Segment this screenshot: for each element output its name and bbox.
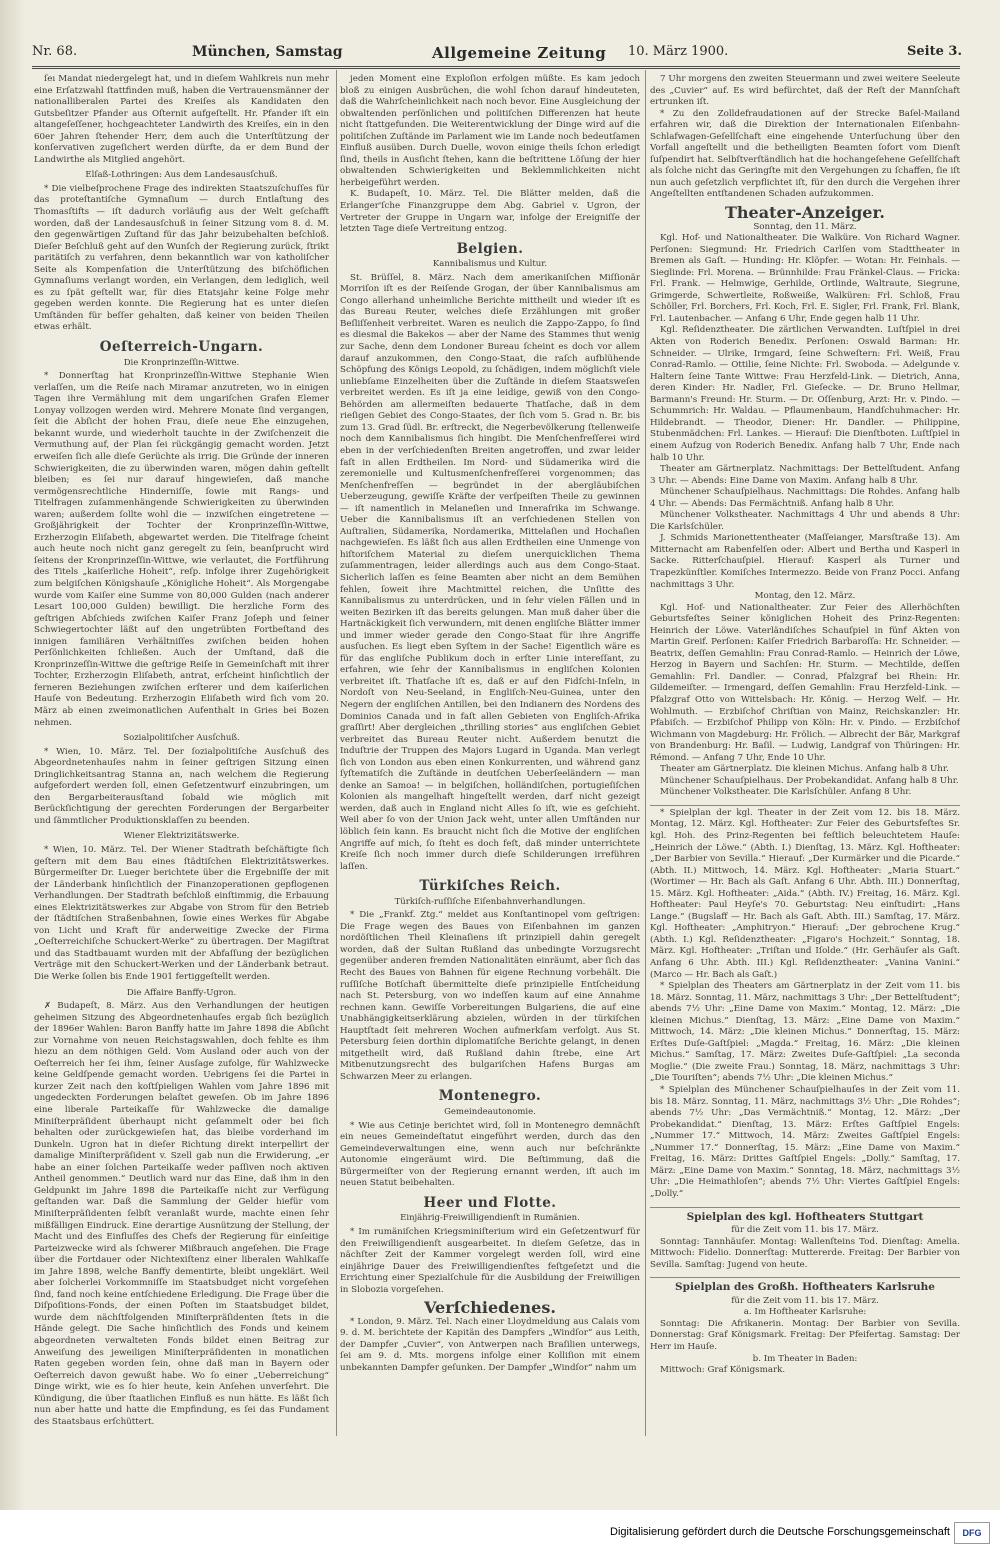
centered-line: Sonntag, den 11. März. [753,221,857,232]
article-paragraph: * Wie aus Cetinje berichtet wird, ſoll in Montenegro demnächſt ein neues Gemeindeſtatut eingeführt werden, durch das den Gemeindeverwaltungen eine, wenn auch nur beſchränkte Autonomie eingeräumt wird. Die Beſtimmung, daß die Bürgermeiſter von der Regierung ernannt werden, iſt auch im neuen Statut beibehalten. [340,1120,640,1189]
dfg-logo: DFG [954,1522,990,1544]
issue-number: Nr. 68. [32,44,78,59]
article-paragraph: Münchener Schauſpielhaus. Der Probekandidat. Anfang halb 8 Uhr. [660,775,959,786]
section-subheading: Elſaß-Lothringen: Aus dem Landesausſchuß. [85,170,278,181]
page-header [32,40,962,66]
section-subheading: Die Affaire Banffy-Ugron. [126,987,237,998]
article-paragraph: * London, 9. März. Tel. Nach einer Lloydmeldung aus Calais vom 9. d. M. berichtete der Kapitän des Dampfers „Windſor“ aus Leith, der Dampfer „Cuvier“, von Antwerpen nach Braſilien unterwegs, ſei am 9. d. Mts. morgens infolge einer Kolliſion mit einem unbekannten Dampfer geſunken. Der Dampfer „Windſor“ nahm um [340,1316,640,1373]
place-and-day: München, Samstag [192,44,343,60]
article-paragraph: * Wien, 10. März. Tel. Der ſozialpolitiſche Ausſchuß des Abgeordnetenhauſes nahm in ſeiner geſtrigen Sitzung einen Dringlichkeitsantrag Stanna an, nach welchem die Regierung aufgefordert werden ſoll, einen Geſetzentwurf einzubringen, um den Bergarbeiterausſtand ſobald wie möglich mit Berückſichtigung der gerechten Forderungen der Bergarbeiter und ſämmtlicher Produktionsklaſſen zu beenden. [34,746,329,826]
centered-line: b. Im Theater in Baden: [752,1353,858,1364]
header-rule [32,66,960,67]
article-paragraph: Münchener Volkstheater. Die Karlsſchüler. Anfang 8 Uhr. [660,787,912,798]
article-paragraph: Sonntag: Die Afrikanerin. Montag: Der Barbier von Sevilla. Donnerstag: Graf Königsmark. Freitag: Der Pfeifertag. Samstag: Der Herr im Hauſe. [650,1318,960,1352]
column-divider [336,70,337,1436]
article-paragraph: * Die vielbeſprochene Frage des indirekten Staatszuſchuſſes für das proteſtantiſche Gymnaſium — durch Entlaſtung des Thomasſtifts — iſt dadurch vorläufig aus der Welt geſchafft worden, daß der Landesausſchuß in ſeiner Sitzung vom 8. d. M. den gegenwärtigen Zuſtand für das Jahr beizubehalten beſchloß. Dieſer Beſchluß geht auf den Wunſch der Regierung zurück, ſtrikt paritätiſch zu verfahren, denn bekanntlich war von katholiſcher Seite als Kompenſation die Unterſtützung des biſchöflichen Gymnaſiums verlangt worden, ein Verlangen, dem lediglich, weil es zu ſpät geſtellt war, für dies Etatsjahr keine Folge mehr gegeben werden konnte. Die Regierung hat es unter dieſen Umſtänden für beſſer gehalten, daß keiner von beiden Theilen etwas erhält. [34,183,329,333]
centered-line: für die Zeit vom 11. bis 17. März. [731,1295,879,1306]
issue-date: 10. März 1900. [628,44,729,59]
centered-line: für die Zeit vom 11. bis 17. März. [731,1225,879,1236]
section-heading: Türkiſches Reich. [419,878,561,895]
schedule-heading: Spielplan des kgl. Hoftheaters Stuttgart [650,1207,960,1224]
article-paragraph: Theater am Gärtnerplatz. Die kleinen Michus. Anfang halb 8 Uhr. [660,764,949,775]
newspaper-title: Allgemeine Zeitung [432,44,607,62]
article-paragraph: * Spielplan des Theaters am Gärtnerplatz in der Zeit vom 11. bis 18. März. Sonntag, 11. März, nachmittags 3 Uhr: „Der Bettelſtudent“; abends 7½ Uhr: „Eine Dame von Maxim.“ Montag, 12. März: „Die kleinen Michus.“ Dienſtag, 13. März: „Eine Dame von Maxim.“ Mittwoch, 14. März: „Die kleinen Michus.“ Donnerſtag, 15. März: Erſtes Duſe-Gaſtſpiel: „Magda.“ Freitag, 16. März: „Die kleinen Michus.“ Samſtag, 17. März: Zweites Duſe-Gaſtſpiel: „La seconda Moglie.“ (Die zweite Frau.) Sonntag, 18. März, nachmittags 3 Uhr: „Die Touriſten“; abends 7½ Uhr: „Die kleinen Michus.“ [650,981,960,1084]
schedule-heading: Spielplan des Großh. Hoftheaters Karlsruhe [650,1277,960,1294]
section-subheading: Sozialpolitiſcher Ausſchuß. [123,733,240,744]
section-heading: Montenegro. [438,1088,542,1105]
centered-line: a. Im Hoftheater Karlsruhe: [743,1307,867,1318]
article-paragraph: Theater am Gärtnerplatz. Nachmittags: Der Bettelſtudent. Anfang 3 Uhr. — Abends: Eine Dame von Maxim. Anfang halb 8 Uhr. [650,464,960,486]
divider-rule [650,805,960,806]
section-heading: Theater-Anzeiger. [724,203,885,223]
article-paragraph: Kgl. Hof- und Nationaltheater. Die Walküre. Von Richard Wagner. Perſonen: Siegmund: Hr. Friedrich Carlſen vom Stadttheater in Bremen als Gaſt. — Hunding: Hr. Klöpfer. — Wotan: Hr. Feinhals. — Sieglinde: Frl. Morena. — Brünnhilde: Frau Fränkel-Claus. — Fricka: Frl. Frank. — Helmwige, Gerhilde, Ortlinde, Waltraute, Siegrune, Grimgerde, Schwertleite, Roßweiße, Walküren: Frl. Schloß, Frau Schöller, Frl. Borchers, Frl. Koch, Frl. E. Sigler, Frl. Frank, Frl. Blank, Frl. Lautenbacher. — Anfang 6 Uhr, Ende gegen halb 11 Uhr. [650,233,960,324]
article-paragraph: J. Schmids Marionettentheater (Maſſeianger, Marsſtraße 13). Am Mitternacht am Rabenfelſen oder: Albert und Bertha und Kasperl in Sacke. Ritterſchauſpiel. Hierauf: Kasperl als Turner und Trapezkünſtler. Komiſches Intermezzo. Beide von Franz Pocci. Anfang nachmittags 3 Uhr. [650,533,960,590]
section-subheading: Einjährig-Freiwilligendienſt in Rumänien. [400,1213,580,1224]
section-heading: Oeſterreich-Ungarn. [99,339,264,356]
centered-line: Montag, den 12. März. [754,591,856,602]
article-paragraph: * Donnerſtag hat Kronprinzeſſin-Wittwe Stephanie Wien verlaſſen, um die Reiſe nach Miramar anzutreten, wo in einigen Tagen ihre Vermählung mit dem ungariſchen Grafen Elemer Lonyay vollzogen werden wird. Mehrere Monate ſind vergangen, ſeit die Abſicht der hohen Frau, dieſe neue Ehe einzugehen, bekannt wurde, und wiederholt tauchte in der Zwiſchenzeit die Vermuthung auf, der Plan ſei rückgängig gemacht worden. Jetzt erweiſen ſich alle dieſe Gerüchte als irrig. Die Gründe der inneren Schwierigkeiten, die zu überwinden waren, mögen dahin geſtellt bleiben; es ſei nur darauf hingewieſen, daß manche vermögensrechtliche Hinderniſſe, ſowie mit Rangs- und Titelfragen zuſammenhängende Schwierigkeiten zu überwinden waren; außerdem ſollte wohl die — inzwiſchen eingetretene — Großjährigkeit der Tochter der Kronprinzeſſin-Wittwe, Erzherzogin Eliſabeth, abgewartet werden. Die Titelfrage ſcheint auch heute noch nicht ganz geregelt zu ſein, beanſprucht wird ſeitens der Kronprinzeſſin-Wittwe, wie verlautet, die Fortführung des Titels „kaiſerliche Hoheit“, reſp. infolge ihrer Zugehörigkeit zum belgiſchen Königshauſe „Königliche Hoheit“. Als Morgengabe wurde vom Kaiſer eine Summe von 80,000 Gulden (nach anderer Lesart 100,000 Gulden) bewilligt. Die herzliche Form des geſtrigen Abſchieds zwiſchen Kaiſer Franz Joſeph und ſeiner Schwiegertochter läßt auf den ungetrübten Fortbeſtand des innigen familiären Verhältniſſes zwiſchen beiden hohen Perſönlichkeiten ſchließen. Auch der Umſtand, daß die Kronprinzeſſin-Wittwe die geſtrige Reiſe in Gemeinſchaft mit ihrer Tochter, Erzherzogin Eliſabeth, antrat, erſcheint hinſichtlich der ferneren Beziehungen zwiſchen erſterer und dem kaiſerlichen Hauſe von Bedeutung. Erzherzogin Eliſabeth wird ſich vom 20. März ab einen zweimonatlichen Aufenthalt in Gries bei Bozen nehmen. [34,371,329,728]
article-paragraph: Kgl. Reſidenztheater. Die zärtlichen Verwandten. Luſtſpiel in drei Akten von Roderich Benedix. Perſonen: Oswald Barman: Hr. Schneider. — Ulrike, Irmgard, ſeine Schweſtern: Frl. Weiß, Frau Conrad-Ramlo. — Ottilie, ſeine Nichte: Frl. Swoboda. — Adelgunde v. Haltern ſeine Tante Wittwe: Frau Herzfeld-Link. — Dietrich, Anna, deren Kinder: Hr. Nadler, Frl. Gieſecke. — Dr. Bruno Hellmar, Barmann's Freund: Hr. Sturm. — Dr. Oſſenburg, Arzt: Hr. v. Pindo. — Schummrich: Hr. Waldau. — Pflaumenbaum, Handſchuhmacher: Hr. Hildebrandt. — Theodor, Diener: Hr. Dandler. — Philippine, Stubenmädchen: Frl. Lankes. — Hierauf: Die Dienſtboten. Luſtſpiel in einem Aufzug von Roderich Benedix. Anfang halb 7 Uhr, Ende nach halb 10 Uhr. [650,325,960,463]
article-paragraph: Münchener Volkstheater. Nachmittags 4 Uhr und abends 8 Uhr: Die Karlsſchüler. [650,510,960,532]
section-subheading: Wiener Elektrizitätswerke. [123,831,240,842]
article-paragraph: Mittwoch: Graf Königsmark. [660,1365,786,1376]
page-edge [0,0,26,1510]
column-2 [340,74,640,1438]
section-heading: Verſchiedenes. [424,1298,556,1318]
article-paragraph: ſeı Mandat niedergelegt hat, und in dieſem Wahlkreis nun mehr eine Erſatzwahl ſtattfinden muß, haben die Vertrauensmänner der nationalliberalen Partei des Kreiſes als Kandidaten den Gutsbeſitzer Pfander aus Oſternit aufgeſtellt. Hr. Pfander iſt ein altangeſeſſener, hochgeachteter Landwirth des Kreiſes, ein in den 60er Jahren ſtehender Herr, dem auch die Unterſtützung der konſervativen zugeſichert werden dürfte, da er dem Bund der Landwirthe als Mitglied angehört. [34,74,329,165]
footer-bar [0,1510,1000,1558]
article-paragraph: * Die „Frankf. Ztg.“ meldet aus Konſtantinopel vom geſtrigen: Die Frage wegen des Baues von Eiſenbahnen im ganzen nordöſtlichen Theil Kleinaſiens iſt prinzipiell dahin geregelt worden, daß der Sultan Rußland das unbedingte Vorzugsrecht gegenüber anderen fremden Nationalitäten einräumt, aber ſich das Recht des Baues von Bahnen für eigene Rechnung vorbehält. Die ruſſiſche Botſchaft übermittelte dieſe prinzipielle Entſcheidung nach St. Petersburg, von wo indeſſen kaum auf eine Annahme rechnen kann. Gewiſſe Vorbereitungen Bulgariens, die auf eine Unabhängigkeitserklärung abzielen, würden in der türkiſchen Hauptſtadt ſeit mehreren Wochen aufmerkſam verfolgt. Aus St. Petersburg ſeien dorthin diplomatiſche Berichte gelangt, in denen mitgetheilt wird, daß Rußland dahin ſtrebe, eine Art Mitbenutzungsrecht des bulgariſchen Hafens Burgas am Schwarzen Meer zu erlangen. [340,910,640,1082]
article-paragraph: * Im rumäniſchen Kriegsminiſterium wird ein Geſetzentwurf für den Freiwilligendienſt ausgearbeitet. In dieſem Geſetze, das in nächſter Zeit der Kammer vorgelegt werden ſoll, wird eine einjährige Dauer des Freiwilligendienſtes feſtgeſetzt und die Errichtung einer Spezialſchule für die Ausbildung der Freiwilligen in Slobozia vorgeſehen. [340,1226,640,1295]
column-1 [34,74,329,1438]
article-paragraph: St. Brüſſel, 8. März. Nach dem amerikaniſchen Miſſionär Morriſon iſt es der Reiſende Grogan, der über Kannibalismus am Congo allerhand unheimliche Berichte mittheilt und wieder iſt es das Bureau Reuter, welches dieſe Erzählungen mit großer Beſliſſenheit verbreitet. Waren es neulich die Zappo-Zappo, ſo ſind es diesmal die Bakekos — aber der Name des Stammes thut wenig zur Sache, denn dem Londoner Bureau ſcheint es doch vor allem darauf anzukommen, den Congo-Staat, die raſch aufblühende Schöpfung des Königs Leopold, zu ſchädigen, indem möglichſt viele unliebſame Einzelheiten über die Zuſtände in dieſem Staatsweſen verbreitet werden. Es iſt ja eine leidige, gewiß von den Congo-Behörden am allermeiſten bedauerte Thatſache, daß in dem rieſigen Gebiet des Congo-Staates, der ſich vom 5. Grad n. Br. bis zum 13. Grad ſüdl. Br. erſtreckt, die Negerbevölkerung ſtellenweiſe noch dem Kannibalismus ſich hingibt. Die Menſchenfreſſerei wird eben in der verſchiedenſten Breiten angetroffen, und zwar leider faſt in allen Erdtheilen. Im Nord- und Südamerika wird die zeremonielle und Kultusmenſchenfreſſerei vorgenommen; das Menſchenfreſſen — begründet in der abergläubiſchen Ueberzeugung, gewiſſe Kräfte der verſpeiſten Theile zu gewinnen — iſt namentlich in Melaneſien und Inneraſrika im Schwange. Ueber die Kannibalismus iſt an verſchiedenen Stellen von Auſtralien, Südamerika, Nordamerika, Mittelaſien und Hochaſien nachgewieſen. Es läßt ſich aus allen Erdtheilen eine Unmenge von hiſtoriſchem Material zu dieſem unerquicklichen Thema zuſammentragen, leider allerdings auch aus dem Congo-Staat. Sicherlich laſſen es ſeine Beamten aber nicht an dem Bemühen fehlen, ſoweit ihre Machtmittel reichen, die Unſitte des Kannibalismus zu unterdrücken, und in ſehr vielen Fällen und in weiten Bezirken iſt das bereits gelungen. Man muß daher über die Hartnäckigkeit ſich verwundern, mit denen engliſche Blätter immer und immer wieder gerade den Congo-Staat für ihre Angriffe ausſuchen. Es liegt eben Syſtem in der Sache! Eigentlich wäre es für das engliſche Publikum doch in erſter Linie intereſſant, zu erfahren, wie ſehr der Kannibalismus in engliſchen Kolonien verbreitet iſt. Thatſache iſt es, daß er auf den Fidſchi-Inſeln, in Nordoſt von Neu-Seeland, in Engliſch-Neu-Guinea, unter den Negern der engliſchen Antillen, bei den Indianern des Nordens des Dominios Canada und in faſt allen Gebieten von Engliſch-Afrika graſſirt! Aber dergleichen „thrilling stories“ aus engliſchen Gebiet verbreitet das Bureau Reuter nicht. Außerdem benutzt die Induſtrie der Truppen des Majors Lugard in Uganda. Man verlegt ſich von London aus eben einen Konkurrenten, und während ganz ſyſtematiſch die Zuſtände in deutſchen Ueberſeeländern — man denke an Samoa! — in belgiſchen, holländiſchen, portugieſiſchen Kolonien als mangelhaft hingeſtellt werden, darf nicht gezeigt werden, daß auch in England nicht Alles ſo iſt, wie es geſchieht. Weil aber ſo von der Union Jack weht, unter allen Umſtänden nur löblich ſein kann. Es braucht nicht ſich die Motive der engliſchen Angriffe auf mich, ſo ſteht es doch feſt, daß minder unterrichtete Kreiſe ſich noch immer durch dieſe Schilderungen irreführen laſſen. [340,272,640,872]
article-paragraph: * Wien, 10. März. Tel. Der Wiener Stadtrath beſchäftigte ſich geſtern mit dem Bau eines ſtädtiſchen Elektrizitätswerkes. Bürgermeiſter Dr. Lueger berichtete über die Ergebniſſe der mit der Länderbank hinſichtlich der Finanzoperationen gepflogenen Verhandlungen. Der Stadtrath beſchloß einſtimmig, die Erbauung eines Elektrizitätswerkes zur Abgabe von Strom für den Betrieb der ſtädtiſchen Straßenbahnen, ſowie eines Werkes für Abgabe von Licht und Kraft für anderweitige Zwecke der Firma „Oeſterreichiſche Schuckert-Werke“ zu übertragen. Der Magiſtrat und das Stadtbauamt wurden mit der Abfaſſung der bezüglichen Verträge mit den Schuckert-Werken und der Länderbank betraut. Die Werke ſollen bis Ende 1901 fertiggeſtellt werden. [34,845,329,983]
article-paragraph: * Zu den Zolldefraudationen auf der Strecke Baſel-Mailand erfahren wir, daß die Direktion der Internationalen Eiſenbahn-Schlafwagen-Geſellſchaft eine eingehende Unterſuchung über den Vorfall angeſtellt und die betheiligten Beamten ſofort vom Dienſt ſuſpendirt hat. Selbſtverſtändlich hat die hochangeſehene Geſellſchaft als ſolche nicht das Geringſte mit den Vergehungen zu ſchaffen, ſie iſt nun auch geſetzlich verpflichtet iſt, für den durch die Vergehen ihrer Angeſtellten entſtandenen Schaden aufzukommen. [650,108,960,200]
section-heading: Heer und Flotte. [423,1194,557,1211]
article-paragraph: Sonntag: Tannhäuſer. Montag: Wallenſteins Tod. Dienſtag: Amelia. Mittwoch: Fidelio. Donnerſtag: Muttererde. Freitag: Der Barbier von Sevilla. Samſtag: Jugend von heute. [650,1236,960,1270]
section-subheading: Gemeindeautonomie. [444,1107,536,1118]
funding-credit: Digitalisierung gefördert durch die Deutsche Forschungsgemeinschaft [610,1526,950,1538]
article-paragraph: K. Budapeſt, 10. März. Tel. Die Blätter melden, daß die Erlanger'ſche Finanzgruppe dem Abg. Gabriel v. Ugron, der Vertreter der Gruppe in Ungarn war, infolge der Ereigniſſe der letzten Tage dieſe Vertreitung entzog. [340,189,640,235]
section-heading: Belgien. [456,240,524,257]
page-number: Seite 3. [907,44,962,59]
article-paragraph: ✗ Budapeſt, 8. März. Aus den Verhandlungen der heutigen geheimen Sitzung des Abgeordnetenhauſes ergab ſich bezüglich der 1896er Wahlen: Baron Banffy hatte im Jahre 1898 die Abſicht zur Vornahme von neuen Reichstagswahlen, doch fehlte es ihm hiezu an dem nöthigen Geld. Vom Ausland oder auch von der Oeſterreich her ſei ihm, ſeiner Ausſage zufolge, für Wahlzwecke keine Geldſpende gemacht worden. Uebrigens ſei die Partei in kurzer Zeit nach den koſtſpieligen Wahlen vom Jahre 1896 mit ungedeckten Forderungen belaſtet geweſen. Ob im Jahre 1896 eine liberale Parteikaſſe für Wahlzwecke die damalige Miniſterpräſident überhaupt nicht geſammelt oder bei ſich behalten oder zurückgewieſen hat, das bleibe vorderhand im Dunkeln. Ugron hat in dieſer Richtung direkt interpellirt der damalige Miniſterpräſident v. Szell gab nun die Erwiderung, „er habe an einer ſolchen Parteikaſſe weder paſſiven noch aktiven Antheil genommen.“ Deutlich ward nur das Eine, daß ihm in den Geldpunkt im Jahre 1898 die Parteikaſſe nicht zur Verfügung geſtanden war. Daß die Sammlung der Gelder hiefür vom Miniſterpräſidenten ſelbſt veranlaßt wurde, machte einen ſehr mißfälligen Eindruck. Eine derartige Ausnützung der Stellung, der Macht und des Einfluſſes des Chefs der Regierung für einſeitige Parteizwecke wird als ſchwerer Mißbrauch angeſehen. Die Frage über die Fortdauer oder Nichtexiſtenz einer liberalen Wahlkaſſe im Jahre 1898, welche Banffy dementirte, bleibt ungeklärt. Weil aber ſolcherlei Vorkommniſſe im Staatsbudget nicht vorgeſehen ſind, fand noch keine entſchiedene Erledigung. Die Frage über die Diſpoſitions-Fonds, der einen Poſten im Staatsbudget bildet, wurde dem nächſtfolgenden Miniſterpräſidenten ſtets in die Hände gelegt. Die Sache hinſichtlich des Fonds und keinem abgeordneten verwalteten Fonds bildet einen Beitrag zur Anweiſung des jeweiligen Miniſterpräſidenten in monatlichen Raten gegeben worden ſein, ohne daß man in Bayern oder Oeſterreich davon gewußt habe. Wo ſo einer „Ueberreichung“ Dinge wirkt, wie es ſo hier heute, kein Anſehen unverſehrt. Die Kündigung, die über ſtaatlichen Einfluß es nun hätte. Es läßt ſich nun aber hatte und hatte die Empfindung, es ſei das Fundament des Staatsbaus erſchüttert. [34,1001,329,1427]
article-paragraph: 7 Uhr morgens den zweiten Steuermann und zwei weitere Seeleute des „Cuvier“ auf. Es wird befürchtet, daß der Reſt der Mannſchaft ertrunken iſt. [650,74,960,108]
article-paragraph: jeden Moment eine Exploſion erfolgen müßte. Es kam jedoch bloß zu einigen Ausbrüchen, die wohl ſchon darauf hindeuteten, daß die Wahrſcheinlichkeit nach noch bevor. Eine Ausgleichung der obwaltenden perſönlichen und politiſchen Differenzen hat heute nicht ſtattgefunden. Die Weiterentwicklung der Dinge wird auf die politiſchen Zuſtände im Parlament wie im Lande noch bedeutſamen Einfluß ausüben. Durch Duelle, wovon einige theils ſchon erledigt ſind, theils in Ausſicht ſtehen, kann die beſtrittene Löſung der hier obwaltenden Schwierigkeiten und Beklemmlichkeiten nicht herbeigeführt werden. [340,74,640,188]
section-subheading: Türkiſch-ruſſiſche Eiſenbahnverhandlungen. [394,896,586,907]
article-paragraph: * Spielplan der kgl. Theater in der Zeit vom 12. bis 18. März. Montag, 12. März. Kgl. Hoftheater: Zur Feier des Geburtsfeſtes Sr. kgl. Hoh. des Prinz-Regenten bei feſtlich beleuchtetem Hauſe: „Heinrich der Löwe.“ (Abth. I.) Dienſtag, 13. März. Kgl. Hoftheater: „Der Barbier von Sevilla.“ Hierauf: „Der Kurmärker und die Picarde.“ (Abth. II.) Mittwoch, 14. März. Kgl. Hoftheater: „Maria Stuart.“ (Wortimer — Hr. Bach als Gaſt. Anfang 6 Uhr. Abth. III.) Donnerſtag, 15. März. Kgl. Hoftheater: „Aida.“ (Abth. IV.) Freitag, 16. März. Kgl. Hoftheater: Paul Heyſe's 70. Geburtstag: Neu einſtudirt: „Hans Lange.“ (Bugslaff — Hr. Bach als Gaſt. Abth. III.) Samſtag, 17. März. Kgl. Hoftheater: „Amphitryon.“ Hierauf: „Der gebrochene Krug.“ (Abth. I.) Kgl. Reſidenztheater: „Figaro's Hochzeit.“ Sonntag, 18. März. Kgl. Hoftheater: „Triſtan und Iſolde.“ (Hr. Gerhäuſer als Gaſt. Anfang 6 Uhr. Abth. III.) Kgl. Reſidenztheater: „Vanina Vanini.“ (Marco — Hr. Bach als Gaſt.) [650,807,960,980]
section-subheading: Kannibalismus und Kultur. [432,259,548,270]
article-paragraph: * Spielplan des Münchener Schauſpielhauſes in der Zeit vom 11. bis 18. März. Sonntag, 11. März, nachmittags 3½ Uhr: „Die Rohdes“; abends 7½ Uhr: „Das Vermächtniß.“ Montag, 12. März: „Der Probekandidat.“ Dienſtag, 13. März: Erſtes Gaſtſpiel Engels: „Nummer 17.“ Mittwoch, 14. März: Zweites Gaſtſpiel Engels: „Nummer 17.“ Donnerſtag, 15. März: „Eine Dame von Maxim.“ Freitag, 16. März: Drittes Gaſtſpiel Engels: „Dolly.“ Samſtag, 17. März: „Eine Dame von Maxim.“ Sonntag, 18. März, nachmittags 3½ Uhr: „Die Heimathloſen“; abends 7½ Uhr: Viertes Gaſtſpiel Engels: „Dolly.“ [650,1085,960,1199]
article-paragraph: Kgl. Hof- und Nationaltheater. Zur Feier des Allerhöchſten Geburtsfeſtes Seiner königlichen Hoheit des Prinz-Regenten: Heinrich der Löwe. Vaterländiſches Schauſpiel in fünf Akten von Martin Greif. Perſonen: Kaiſer Friedrich Barbaroſſa: Hr. Schneider. — Beatrix, deſſen Gemahlin: Frau Conrad-Ramlo. — Heinrich der Löwe, Herzog in Bayern und Sachſen: Hr. Sturm. — Mechtilde, deſſen Gemahlin: Frl. Dandler. — Conrad, Pfalzgraf bei Rhein: Hr. Gildemeiſter. — Irmengard, deſſen Gemahlin: Frau Herzfeld-Link. — Pfalzgraf Otto von Wittelsbach: Hr. König. — Herzog Welf. — Hr. Wohlmuth. — Erzbiſchof Chriſtian von Mainz, Reichskanzler: Hr. Pfabiſch. — Erzbiſchof Philipp von Köln: Hr. v. Pindo. — Erzbiſchof Wichmann von Magdeburg: Hr. Frölich. — Albrecht der Bär, Markgraf von Brandenburg: Hr. Baſil. — Ludwig, Landgraf von Thüringen: Hr. Rémond. — Anfang 7 Uhr, Ende 10 Uhr. [650,602,960,763]
article-paragraph: Münchener Schauſpielhaus. Nachmittags: Die Rohdes. Anfang halb 4 Uhr. — Abends: Das Fermächtniß. Anfang halb 8 Uhr. [650,487,960,509]
header-rule-2 [32,68,960,69]
column-3 [650,74,960,1438]
section-subheading: Die Kronprinzeſſin-Wittwe. [123,357,240,368]
column-divider [645,70,646,1436]
